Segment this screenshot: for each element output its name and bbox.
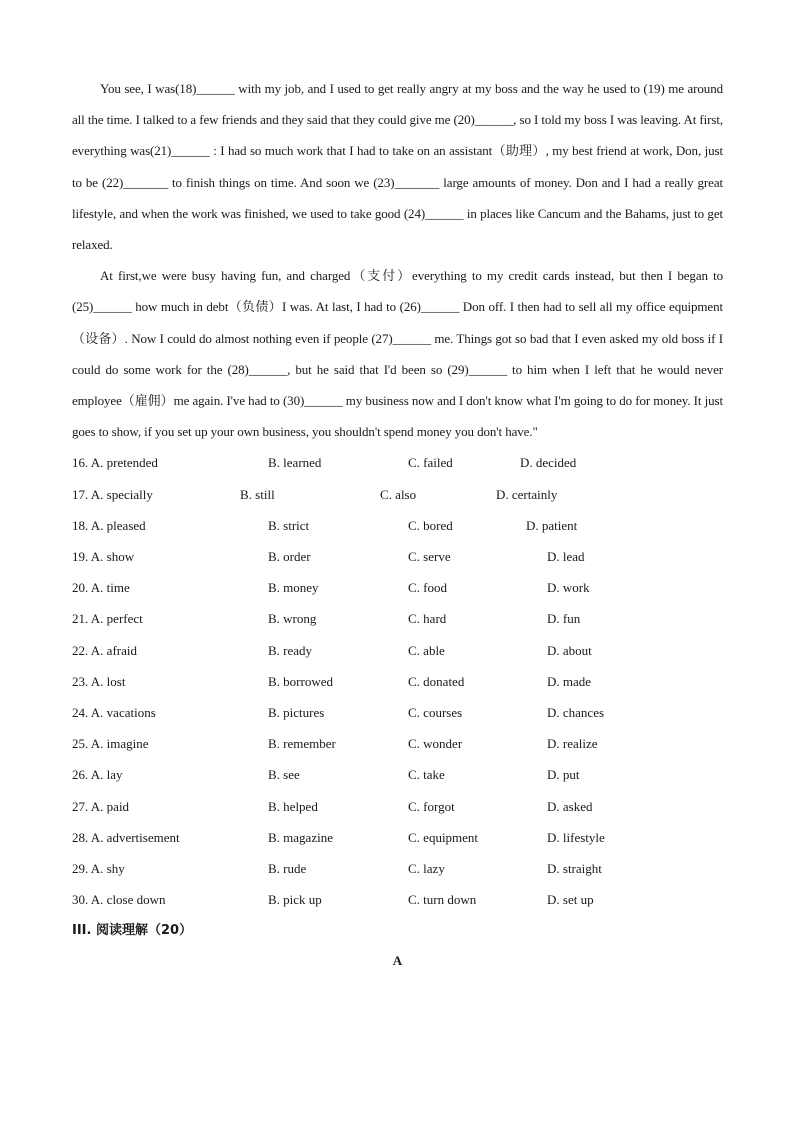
option-c: C. bored <box>408 517 453 533</box>
option-a: 17. A. specially <box>72 486 153 502</box>
option-c: C. hard <box>408 611 447 627</box>
option-a: 30. A. close down <box>72 892 166 908</box>
question-row <box>72 728 723 759</box>
option-b: B. money <box>268 580 319 596</box>
question-row <box>72 791 723 822</box>
option-a: 21. A. perfect <box>72 611 143 627</box>
option-a: 16. A. pretended <box>72 455 158 471</box>
option-d: D. set up <box>547 892 594 908</box>
option-d: D. chances <box>547 704 605 720</box>
option-b: B. order <box>268 549 311 564</box>
option-d: D. realize <box>547 736 598 752</box>
option-d: D. certainly <box>496 486 558 502</box>
option-a: 23. A. lost <box>72 673 126 689</box>
passage-label: A <box>392 953 403 969</box>
option-c: C. failed <box>408 455 453 471</box>
option-b: B. wrong <box>268 611 317 627</box>
option-a: 27. A. paid <box>72 798 130 814</box>
question-options <box>72 447 723 915</box>
option-d: D. about <box>547 642 592 658</box>
option-c: C. able <box>408 642 445 658</box>
option-a: 22. A. afraid <box>72 642 137 658</box>
option-b: B. magazine <box>268 829 333 845</box>
option-a: 18. A. pleased <box>72 517 146 533</box>
question-row <box>72 884 723 915</box>
option-b: B. pick up <box>268 892 322 908</box>
document-page <box>72 73 723 969</box>
question-row <box>72 479 723 510</box>
option-d: D. patient <box>526 517 578 533</box>
question-row <box>72 759 723 790</box>
option-b: B. remember <box>268 736 336 752</box>
option-a: 29. A. shy <box>72 860 125 876</box>
option-d: D. put <box>547 767 580 783</box>
option-a: 28. A. advertisement <box>72 829 180 845</box>
option-b: B. learned <box>268 455 322 471</box>
question-row <box>72 635 723 666</box>
option-b: B. strict <box>268 517 310 533</box>
option-d: D. asked <box>547 798 593 814</box>
section-heading: III. 阅读理解（20） <box>72 923 193 939</box>
option-b: B. helped <box>268 798 318 814</box>
question-row <box>72 603 723 634</box>
question-row <box>72 697 723 728</box>
option-b: B. still <box>240 486 275 502</box>
option-b: B. see <box>268 767 300 783</box>
question-row <box>72 447 723 478</box>
question-row <box>72 510 723 541</box>
option-d: D. straight <box>547 860 602 876</box>
option-c: C. food <box>408 580 447 596</box>
question-row <box>72 853 723 884</box>
option-b: B. pictures <box>268 704 325 720</box>
option-d: D. fun <box>547 611 581 627</box>
option-c: C. donated <box>408 673 465 689</box>
option-a: 20. A. time <box>72 580 130 596</box>
question-row <box>72 666 723 697</box>
option-c: C. wonder <box>408 736 463 752</box>
option-a: 24. A. vacations <box>72 704 156 720</box>
passage-paragraph-1: You see, I was(18)______ with my job, and I used to get really angry at my boss and the way he used to (19) me around all the time. I talked to a few friends and they said that they could give me (20)______, so I told my boss I was leaving. At first, everything was(21)______ : I had so much work that I had to take on an assistant（助理）, my best friend at work, Don, just to be (22)_______ to finish things on time. And soon we (23)_______ large amounts of money. Don and I had a really great lifestyle, and when the work was finished, we used to take good (24)______ in places like Cancum and the Bahams, just to get relaxed. <box>72 81 723 253</box>
option-c: C. forgot <box>408 798 455 814</box>
option-a: 26. A. lay <box>72 767 123 783</box>
option-d: D. work <box>547 580 590 596</box>
question-row <box>72 541 723 572</box>
option-b: B. ready <box>268 642 313 658</box>
option-c: C. courses <box>408 704 463 720</box>
passage-paragraph-2: At first,we were busy having fun, and charged（支付）everything to my credit cards instead, but then I began to (25)______ how much in debt（负债）I was. At last, I had to (26)______ Don off. I then had to sell all my office equipment（设备）. Now I could do almost nothing even if people (27)______ me. Things got so bad that I even asked my old boss if I could do some work for the (28)______, but he said that I'd been so (29)______ to him when I left that he would never employee（雇佣）me again. I've had to (30)______ my business now and I don't know what I'm going to do for money. It just goes to show, if you set up your own business, you shouldn't spend money you don't have." <box>72 268 723 440</box>
question-row <box>72 822 723 853</box>
option-b: B. borrowed <box>268 673 333 689</box>
question-row <box>72 572 723 603</box>
option-d: D. decided <box>520 455 577 471</box>
option-a: 25. A. imagine <box>72 736 149 752</box>
option-a: 19. A. show <box>72 549 135 564</box>
option-c: C. lazy <box>408 860 445 876</box>
option-c: C. take <box>408 767 445 783</box>
option-c: C. equipment <box>408 829 479 845</box>
option-d: D. lead <box>547 549 585 564</box>
option-c: C. turn down <box>408 892 477 908</box>
option-d: D. made <box>547 673 592 689</box>
option-c: C. serve <box>408 549 451 564</box>
option-d: D. lifestyle <box>547 829 605 845</box>
option-b: B. rude <box>268 860 307 876</box>
option-c: C. also <box>380 486 417 502</box>
